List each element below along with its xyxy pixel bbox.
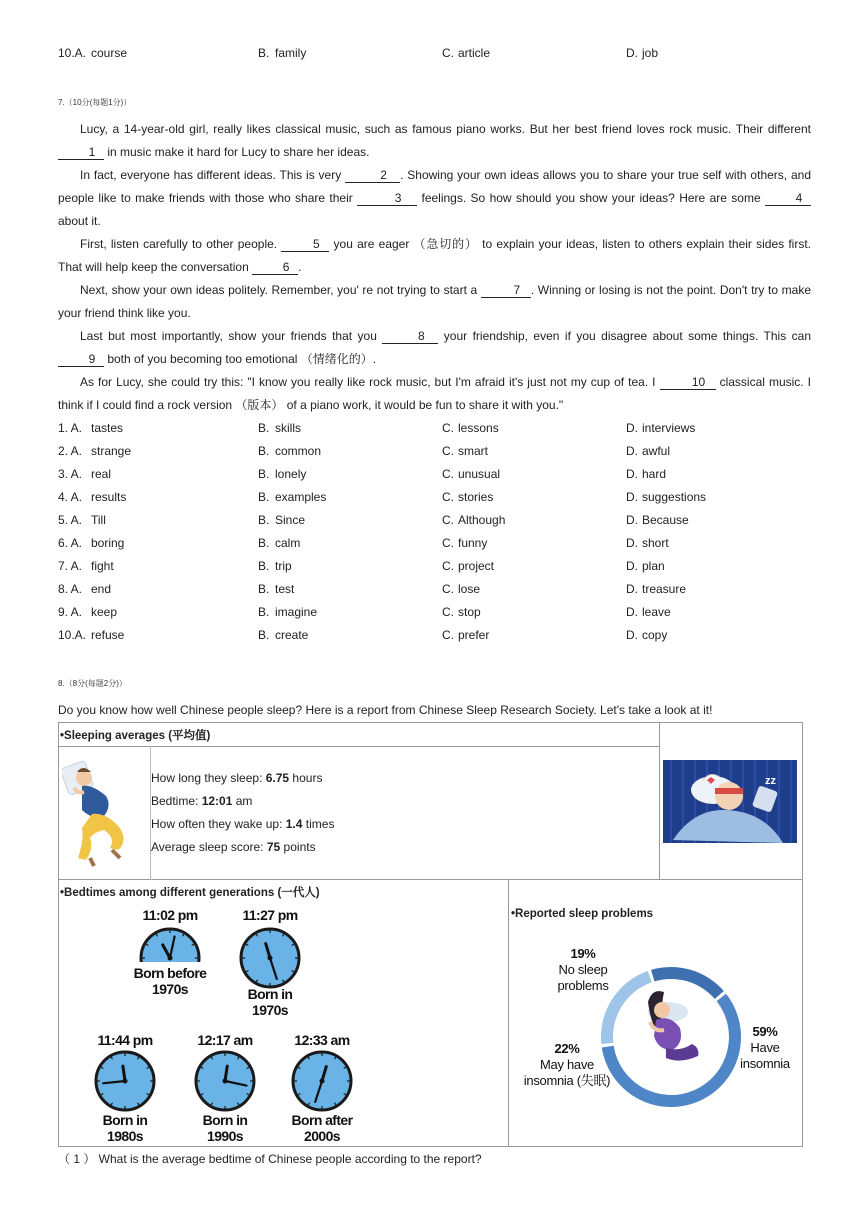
option-b: Since	[275, 513, 306, 527]
blank-8: 8	[382, 329, 438, 344]
option-d: suggestions	[642, 490, 707, 504]
q6-option-c-letter: C.	[442, 46, 454, 60]
average-value: 12:01	[201, 794, 233, 808]
option-a: fight	[91, 559, 114, 573]
passage-text: Last but most importantly, show your friends that you	[80, 329, 383, 343]
generation-label-line: Born in	[202, 1112, 248, 1128]
sleeping-man-illustration	[62, 758, 148, 870]
generation-item	[220, 907, 320, 923]
q6-option-d: job	[642, 46, 659, 60]
option-d: treasure	[642, 582, 687, 596]
divider	[58, 746, 660, 747]
option-letter-c: C.	[442, 628, 454, 642]
generations-title: •Bedtimes among different generations (一代人)	[60, 887, 320, 899]
q6-option-a: course	[91, 46, 128, 60]
option-c: smart	[458, 444, 488, 458]
svg-text:zz: zz	[765, 775, 776, 787]
option-letter-c: C.	[442, 582, 454, 596]
option-b: examples	[275, 490, 327, 504]
option-number: 1. A.	[58, 421, 83, 435]
problem-text: insomnia	[740, 1056, 790, 1071]
generation-label	[267, 1112, 377, 1144]
q6-option-d-letter: D.	[626, 46, 638, 60]
problem-text: Have	[750, 1040, 780, 1055]
section-8-intro: Do you know how well Chinese people sleep? Here is a report from Chinese Sleep Research Society. Let's take a look at it!	[58, 703, 713, 717]
clock-icon	[193, 1049, 257, 1113]
option-letter-d: D.	[626, 467, 638, 481]
blank-9: 9	[58, 352, 104, 367]
option-c: Although	[458, 513, 506, 527]
bedtime-label: 12:17 am	[197, 1032, 253, 1048]
generation-label-line: 2000s	[304, 1128, 340, 1144]
problem-percent: 19%	[570, 946, 596, 961]
option-b: lonely	[275, 467, 307, 481]
divider	[150, 746, 151, 880]
average-value: 75	[266, 840, 281, 854]
bedtime-label: 11:44 pm	[97, 1032, 153, 1048]
option-number: 8. A.	[58, 582, 83, 596]
bedtime-label: 11:27 pm	[242, 907, 298, 923]
option-number: 5. A.	[58, 513, 83, 527]
option-b: skills	[275, 421, 301, 435]
clock-icon	[238, 926, 302, 990]
passage-text: . Showing your own ideas allows you to share your true self with others, and people like to make friends with those who share their	[58, 168, 812, 205]
blank-10: 10	[660, 375, 716, 390]
problem-label	[730, 1024, 800, 1072]
problem-text: insomnia (失眠)	[523, 1073, 611, 1088]
option-c: prefer	[458, 628, 490, 642]
option-d: hard	[642, 467, 667, 481]
generation-label-line: 1970s	[152, 981, 188, 997]
clock-icon	[138, 926, 202, 962]
blank-2: 2	[345, 168, 400, 183]
option-a: results	[91, 490, 127, 504]
bedtime-label: 11:02 pm	[142, 907, 198, 923]
option-number: 2. A.	[58, 444, 83, 458]
option-a: Till	[91, 513, 106, 527]
option-number: 6. A.	[58, 536, 83, 550]
divider	[508, 879, 509, 1147]
option-letter-d: D.	[626, 536, 638, 550]
average-label: How often they wake up:	[151, 817, 286, 831]
option-number: 10.A.	[58, 628, 87, 642]
passage-text: both of you becoming too emotional （情绪化的）.	[104, 352, 377, 366]
option-letter-d: D.	[626, 444, 638, 458]
problem-percent: 22%	[554, 1041, 580, 1056]
blank-5: 5	[281, 237, 329, 252]
section-7-header: 7.（10分(每题1分)）	[58, 98, 132, 107]
passage-text: your friendship, even if you disagree about some things. This can	[438, 329, 811, 343]
option-letter-d: D.	[626, 490, 638, 504]
q6-option-num: 10.A.	[58, 46, 87, 60]
option-a: end	[91, 582, 112, 596]
generation-item	[272, 1032, 372, 1048]
passage-paragraph-2	[58, 164, 811, 233]
average-line	[151, 794, 252, 808]
option-b: calm	[275, 536, 301, 550]
generation-label-line: 1990s	[207, 1128, 243, 1144]
option-d: copy	[642, 628, 668, 642]
option-d: leave	[642, 605, 671, 619]
passage-text: . Winning or losing is not the point. Don't try to make your friend think like you.	[58, 283, 811, 320]
section-8-header: 8.（8分(每题2分)）	[58, 679, 127, 688]
option-letter-b: B.	[258, 536, 270, 550]
option-letter-d: D.	[626, 628, 638, 642]
option-c: stories	[458, 490, 494, 504]
clock-icon	[290, 1049, 354, 1113]
option-letter-d: D.	[626, 605, 638, 619]
blank-1: 1	[58, 145, 104, 160]
option-letter-c: C.	[442, 444, 454, 458]
q6-option-b-letter: B.	[258, 46, 270, 60]
option-letter-b: B.	[258, 467, 270, 481]
option-a: strange	[91, 444, 132, 458]
option-letter-b: B.	[258, 490, 270, 504]
passage-text: classical music. I think if I could find a rock version （版本） of a piano work, it would be fun to share it with you."	[58, 375, 811, 412]
average-unit: hours	[289, 771, 323, 785]
option-b: test	[275, 582, 295, 596]
average-line	[151, 771, 322, 785]
generation-label-line: Born after	[291, 1112, 353, 1128]
passage-text: in music make it hard for Lucy to share her ideas.	[104, 145, 370, 159]
generation-label-line: Born in	[247, 986, 293, 1002]
option-letter-c: C.	[442, 605, 454, 619]
option-letter-d: D.	[626, 582, 638, 596]
option-b: trip	[275, 559, 292, 573]
option-a: boring	[91, 536, 125, 550]
problem-text: No sleep	[558, 962, 608, 977]
generation-item	[120, 907, 220, 923]
option-letter-c: C.	[442, 467, 454, 481]
clock-icon	[93, 1049, 157, 1113]
passage-text: .	[298, 260, 302, 274]
blank-7: 7	[481, 283, 531, 298]
sleep-problems-donut	[596, 962, 746, 1112]
generation-label	[70, 1112, 180, 1144]
option-c: lessons	[458, 421, 499, 435]
problem-label	[519, 1041, 615, 1089]
option-letter-b: B.	[258, 513, 270, 527]
option-letter-b: B.	[258, 628, 270, 642]
option-d: Because	[642, 513, 689, 527]
passage-text: feelings. So how should you show your ideas? Here are some	[417, 191, 765, 205]
option-letter-b: B.	[258, 559, 270, 573]
option-number: 4. A.	[58, 490, 83, 504]
passage-text: you are eager （急切的） to explain your ideas, listen to others explain their sides first. That will help keep the conversation	[58, 237, 811, 274]
generation-label-line: Born before	[133, 965, 207, 981]
average-line	[151, 840, 316, 854]
divider	[58, 879, 803, 880]
option-a: real	[91, 467, 112, 481]
option-d: awful	[642, 444, 671, 458]
question-1: （ 1 ） What is the average bedtime of Chinese people according to the report?	[58, 1152, 482, 1166]
option-a: refuse	[91, 628, 125, 642]
passage-paragraph-1	[58, 118, 811, 164]
average-label: Average sleep score:	[151, 840, 267, 854]
passage-paragraph-4	[58, 279, 811, 325]
average-unit: points	[280, 840, 316, 854]
passage-paragraph-6	[58, 371, 811, 417]
passage-text: In fact, everyone has different ideas. This is very	[80, 168, 346, 182]
average-line	[151, 817, 334, 831]
option-b: common	[275, 444, 322, 458]
option-c: unusual	[458, 467, 501, 481]
option-b: imagine	[275, 605, 318, 619]
passage-text: Lucy, a 14-year-old girl, really likes classical music, such as famous piano works. But her best friend loves rock music. Their different	[80, 122, 811, 136]
average-label: Bedtime:	[151, 794, 202, 808]
average-unit: times	[302, 817, 335, 831]
option-letter-c: C.	[442, 559, 454, 573]
option-c: lose	[458, 582, 481, 596]
option-letter-d: D.	[626, 559, 638, 573]
generation-label	[170, 1112, 280, 1144]
blank-3: 3	[357, 191, 417, 206]
divider	[659, 722, 660, 880]
option-number: 3. A.	[58, 467, 83, 481]
passage-paragraph-5	[58, 325, 811, 371]
bedtime-label: 12:33 am	[294, 1032, 350, 1048]
generation-item	[75, 1032, 175, 1048]
generation-item	[175, 1032, 275, 1048]
passage-text: about it.	[58, 214, 101, 228]
option-letter-c: C.	[442, 513, 454, 527]
problem-label	[548, 946, 618, 994]
option-a: keep	[91, 605, 118, 619]
option-number: 9. A.	[58, 605, 83, 619]
option-letter-c: C.	[442, 536, 454, 550]
option-b: create	[275, 628, 309, 642]
option-a: tastes	[91, 421, 124, 435]
q6-option-c: article	[458, 46, 491, 60]
sleeping-averages-title: •Sleeping averages (平均值)	[60, 730, 211, 742]
option-letter-b: B.	[258, 605, 270, 619]
option-c: project	[458, 559, 495, 573]
average-label: How long they sleep:	[151, 771, 266, 785]
average-unit: am	[232, 794, 253, 808]
passage-text: As for Lucy, she could try this: "I know you really like rock music, but I'm afraid it's just not my cup of tea. I	[80, 375, 660, 389]
option-letter-b: B.	[258, 421, 270, 435]
problems-title: •Reported sleep problems	[511, 908, 654, 920]
generation-label-line: 1970s	[252, 1002, 288, 1018]
option-letter-d: D.	[626, 513, 638, 527]
option-letter-d: D.	[626, 421, 638, 435]
passage-paragraph-3	[58, 233, 811, 279]
generation-label	[215, 986, 325, 1018]
problem-text: problems	[557, 978, 609, 993]
option-d: short	[642, 536, 669, 550]
option-letter-b: B.	[258, 582, 270, 596]
generation-label	[115, 965, 225, 997]
average-value: 6.75	[265, 771, 290, 785]
problem-text: May have	[540, 1057, 594, 1072]
generation-label-line: 1980s	[107, 1128, 143, 1144]
blank-6: 6	[252, 260, 298, 275]
problem-percent: 59%	[752, 1024, 778, 1039]
option-letter-c: C.	[442, 421, 454, 435]
average-value: 1.4	[285, 817, 303, 831]
option-letter-b: B.	[258, 444, 270, 458]
passage-text: First, listen carefully to other people.	[80, 237, 282, 251]
option-c: funny	[458, 536, 488, 550]
option-d: interviews	[642, 421, 696, 435]
passage-text: Next, show your own ideas politely. Remember, you' re not trying to start a	[80, 283, 481, 297]
q6-option-b: family	[275, 46, 307, 60]
option-letter-c: C.	[442, 490, 454, 504]
option-d: plan	[642, 559, 665, 573]
sleeping-person-photo	[663, 760, 797, 843]
option-c: stop	[458, 605, 481, 619]
option-number: 7. A.	[58, 559, 83, 573]
generation-label-line: Born in	[102, 1112, 148, 1128]
blank-4: 4	[765, 191, 811, 206]
